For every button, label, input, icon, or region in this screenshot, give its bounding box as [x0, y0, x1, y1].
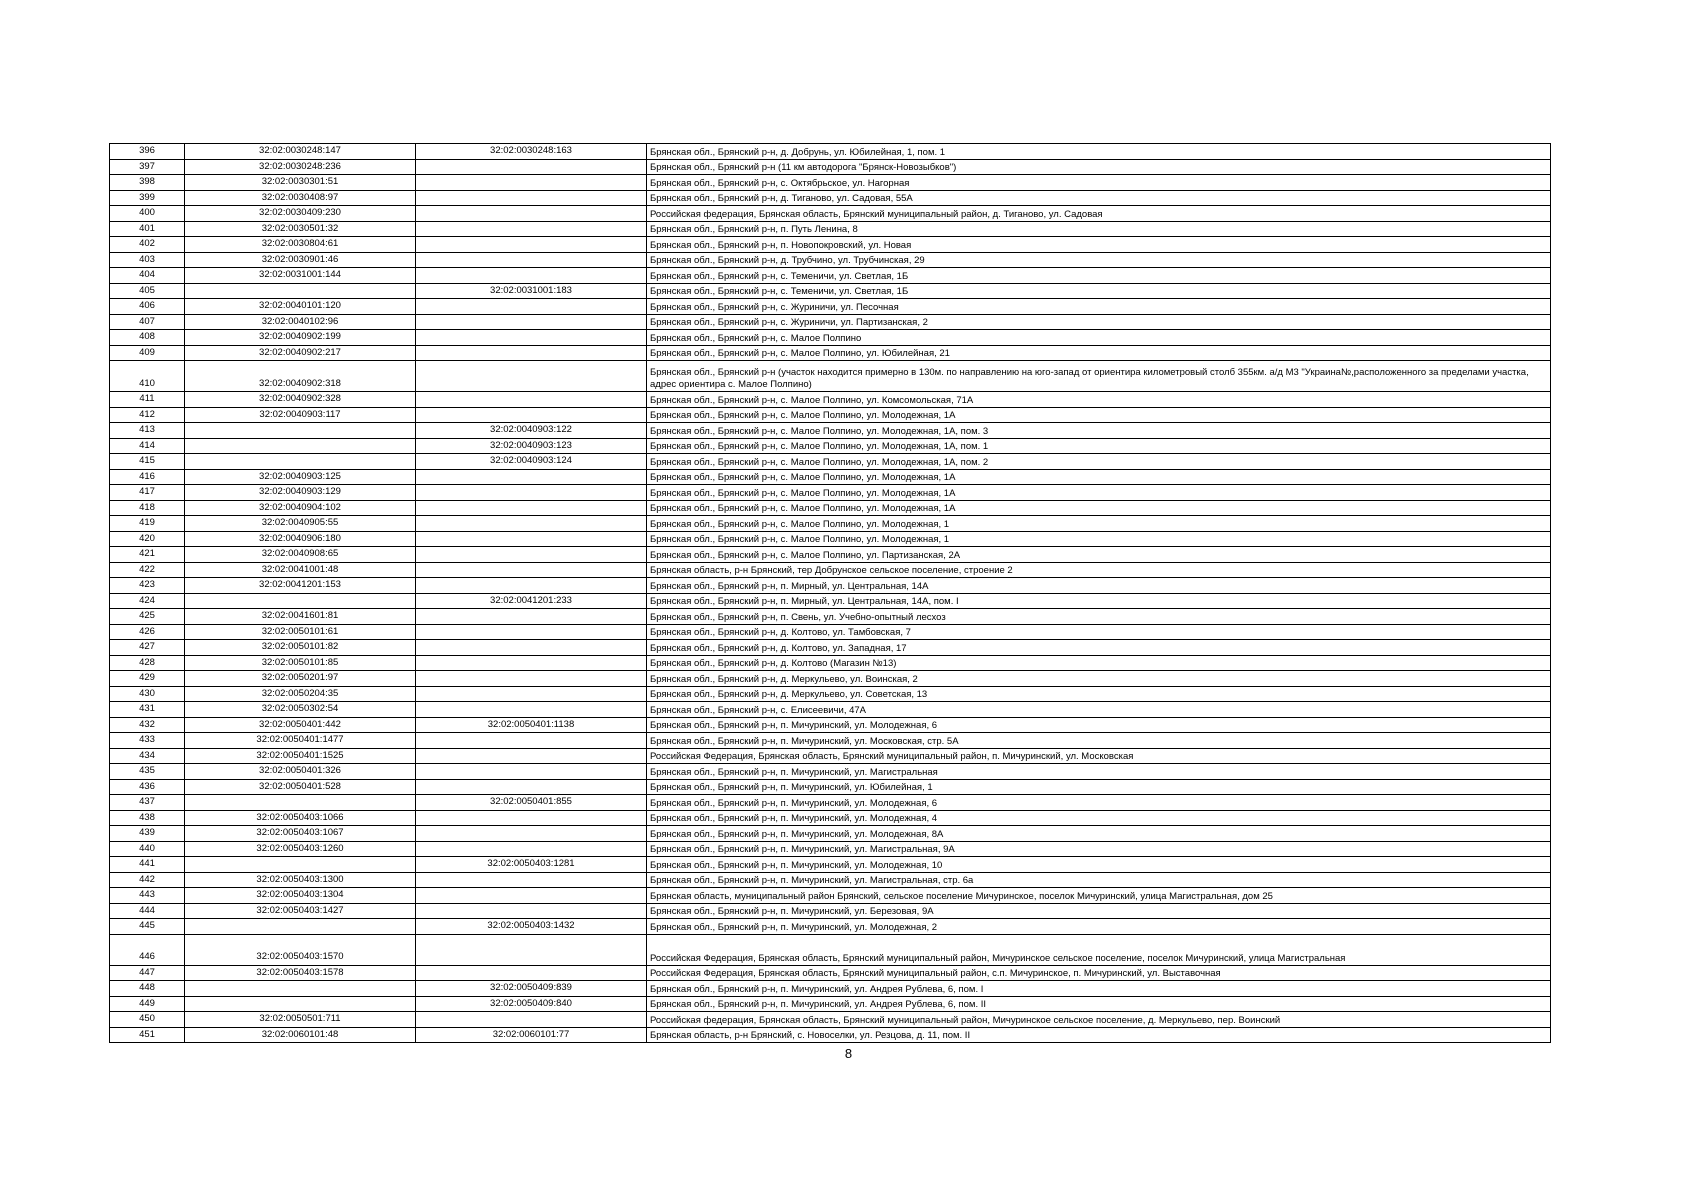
- land-cadastral-number-cell: 32:02:0040101:120: [185, 299, 416, 315]
- address-cell: Брянская обл., Брянский р-н, с. Малое Полпино, ул. Молодежная, 1А, пом. 3: [647, 423, 1551, 439]
- table-row: [110, 361, 1551, 392]
- row-number-cell: 423: [110, 578, 185, 594]
- row-number-cell: 408: [110, 330, 185, 346]
- table-row: [110, 593, 1551, 609]
- object-cadastral-number-cell: 32:02:0050403:1281: [416, 857, 647, 873]
- object-cadastral-number-cell: 32:02:0040903:124: [416, 454, 647, 470]
- object-cadastral-number-cell: [416, 841, 647, 857]
- land-cadastral-number-cell: 32:02:0050302:54: [185, 702, 416, 718]
- address-cell: Брянская обл., Брянский р-н, д. Тиганово, ул. Садовая, 55А: [647, 190, 1551, 206]
- address-cell: Брянская обл., Брянский р-н, д. Меркульево, ул. Воинская, 2: [647, 671, 1551, 687]
- row-number-cell: 412: [110, 407, 185, 423]
- address-cell: Брянская обл., Брянский р-н, с. Теменичи, ул. Светлая, 1Б: [647, 268, 1551, 284]
- address-cell: Брянская обл., Брянский р-н, п. Мичуринский, ул. Магистральная: [647, 764, 1551, 780]
- address-cell: Брянская обл., Брянский р-н, с. Малое Полпино, ул. Молодежная, 1А: [647, 485, 1551, 501]
- address-cell: Брянская обл., Брянский р-н, с. Малое Полпино, ул. Молодежная, 1А: [647, 500, 1551, 516]
- table-row: [110, 221, 1551, 237]
- object-cadastral-number-cell: [416, 702, 647, 718]
- land-cadastral-number-cell: 32:02:0030408:97: [185, 190, 416, 206]
- object-cadastral-number-cell: [416, 779, 647, 795]
- table-row: [110, 144, 1551, 160]
- address-cell: Брянская обл., Брянский р-н, п. Мичуринский, ул. Молодежная, 4: [647, 810, 1551, 826]
- row-number-cell: 400: [110, 206, 185, 222]
- row-number-cell: 404: [110, 268, 185, 284]
- address-cell: Брянская обл., Брянский р-н, д. Меркульево, ул. Советская, 13: [647, 686, 1551, 702]
- row-number-cell: 438: [110, 810, 185, 826]
- object-cadastral-number-cell: 32:02:0050403:1432: [416, 919, 647, 935]
- land-cadastral-number-cell: 32:02:0040902:217: [185, 345, 416, 361]
- address-cell: Брянская обл., Брянский р-н, п. Мичуринский, ул. Андрея Рублева, 6, пом. II: [647, 996, 1551, 1012]
- row-number-cell: 433: [110, 733, 185, 749]
- address-cell: Российская федерация, Брянская область, Брянский муниципальный район, Мичуринское сельское поселение, д. Меркульево, пер. Воинский: [647, 1012, 1551, 1028]
- object-cadastral-number-cell: [416, 516, 647, 532]
- table-row: [110, 578, 1551, 594]
- land-cadastral-number-cell: 32:02:0030248:147: [185, 144, 416, 160]
- object-cadastral-number-cell: [416, 159, 647, 175]
- row-number-cell: 405: [110, 283, 185, 299]
- table-row: [110, 764, 1551, 780]
- row-number-cell: 409: [110, 345, 185, 361]
- row-number-cell: 396: [110, 144, 185, 160]
- object-cadastral-number-cell: [416, 221, 647, 237]
- row-number-cell: 441: [110, 857, 185, 873]
- row-number-cell: 445: [110, 919, 185, 935]
- table-row: [110, 531, 1551, 547]
- land-cadastral-number-cell: 32:02:0050403:1067: [185, 826, 416, 842]
- land-cadastral-number-cell: 32:02:0050101:82: [185, 640, 416, 656]
- object-cadastral-number-cell: 32:02:0030248:163: [416, 144, 647, 160]
- land-cadastral-number-cell: 32:02:0040906:180: [185, 531, 416, 547]
- table-row: [110, 826, 1551, 842]
- address-cell: Брянская обл., Брянский р-н, п. Свень, ул. Учебно-опытный лесхоз: [647, 609, 1551, 625]
- address-cell: Брянская обл., Брянский р-н, п. Новопокровский, ул. Новая: [647, 237, 1551, 253]
- land-cadastral-number-cell: 32:02:0041001:48: [185, 562, 416, 578]
- address-cell: Брянская обл., Брянский р-н, д. Добрунь, ул. Юбилейная, 1, пом. 1: [647, 144, 1551, 160]
- land-cadastral-number-cell: [185, 996, 416, 1012]
- land-cadastral-number-cell: 32:02:0050401:326: [185, 764, 416, 780]
- address-cell: Российская Федерация, Брянская область, Брянский муниципальный район, с.п. Мичуринское, п. Мичуринский, ул. Выставочная: [647, 965, 1551, 981]
- address-cell: Брянская обл., Брянский р-н, п. Мичуринский, ул. Молодежная, 10: [647, 857, 1551, 873]
- table-row: [110, 407, 1551, 423]
- table-row: [110, 237, 1551, 253]
- address-cell: Брянская обл., Брянский р-н, п. Мичуринский, ул. Юбилейная, 1: [647, 779, 1551, 795]
- row-number-cell: 447: [110, 965, 185, 981]
- address-cell: Брянская область, р-н Брянский, тер Добрунское сельское поселение, строение 2: [647, 562, 1551, 578]
- land-cadastral-number-cell: 32:02:0041601:81: [185, 609, 416, 625]
- land-cadastral-number-cell: 32:02:0040903:117: [185, 407, 416, 423]
- address-cell: Брянская обл., Брянский р-н, с. Теменичи, ул. Светлая, 1Б: [647, 283, 1551, 299]
- land-cadastral-number-cell: 32:02:0050403:1578: [185, 965, 416, 981]
- table-row: [110, 934, 1551, 965]
- row-number-cell: 411: [110, 392, 185, 408]
- object-cadastral-number-cell: 32:02:0041201:233: [416, 593, 647, 609]
- land-cadastral-number-cell: [185, 795, 416, 811]
- land-cadastral-number-cell: 32:02:0040905:55: [185, 516, 416, 532]
- address-cell: Брянская обл., Брянский р-н, с. Октябрьское, ул. Нагорная: [647, 175, 1551, 191]
- table-row: [110, 903, 1551, 919]
- object-cadastral-number-cell: [416, 903, 647, 919]
- table-body: [110, 144, 1551, 1043]
- table-row: [110, 438, 1551, 454]
- table-row: [110, 624, 1551, 640]
- land-cadastral-number-cell: 32:02:0040903:125: [185, 469, 416, 485]
- object-cadastral-number-cell: [416, 872, 647, 888]
- object-cadastral-number-cell: 32:02:0060101:77: [416, 1027, 647, 1043]
- table-row: [110, 748, 1551, 764]
- address-cell: Брянская обл., Брянский р-н, п. Мичуринский, ул. Молодежная, 6: [647, 717, 1551, 733]
- object-cadastral-number-cell: [416, 640, 647, 656]
- land-cadastral-number-cell: 32:02:0040904:102: [185, 500, 416, 516]
- row-number-cell: 443: [110, 888, 185, 904]
- table-row: [110, 345, 1551, 361]
- row-number-cell: 402: [110, 237, 185, 253]
- object-cadastral-number-cell: [416, 655, 647, 671]
- object-cadastral-number-cell: [416, 407, 647, 423]
- table-row: [110, 516, 1551, 532]
- address-cell: Брянская область, муниципальный район Брянский, сельское поселение Мичуринское, поселок Мичуринский, улица Магистральная, дом 25: [647, 888, 1551, 904]
- row-number-cell: 403: [110, 252, 185, 268]
- object-cadastral-number-cell: [416, 361, 647, 392]
- table-row: [110, 190, 1551, 206]
- row-number-cell: 435: [110, 764, 185, 780]
- address-cell: Брянская обл., Брянский р-н, с. Малое Полпино, ул. Юбилейная, 21: [647, 345, 1551, 361]
- land-cadastral-number-cell: 32:02:0050201:97: [185, 671, 416, 687]
- row-number-cell: 429: [110, 671, 185, 687]
- table-row: [110, 810, 1551, 826]
- address-cell: Брянская обл., Брянский р-н, п. Мичуринский, ул. Молодежная, 8А: [647, 826, 1551, 842]
- object-cadastral-number-cell: [416, 237, 647, 253]
- row-number-cell: 413: [110, 423, 185, 439]
- table-row: [110, 702, 1551, 718]
- table-row: [110, 996, 1551, 1012]
- land-cadastral-number-cell: 32:02:0040902:199: [185, 330, 416, 346]
- land-cadastral-number-cell: 32:02:0050501:711: [185, 1012, 416, 1028]
- address-cell: Брянская область, р-н Брянский, с. Новоселки, ул. Резцова, д. 11, пом. II: [647, 1027, 1551, 1043]
- address-cell: Брянская обл., Брянский р-н, п. Мичуринский, ул. Московская, стр. 5А: [647, 733, 1551, 749]
- row-number-cell: 442: [110, 872, 185, 888]
- address-cell: Брянская обл., Брянский р-н, п. Мичуринский, ул. Молодежная, 6: [647, 795, 1551, 811]
- address-cell: Брянская обл., Брянский р-н, п. Мичуринский, ул. Магистральная, стр. 6а: [647, 872, 1551, 888]
- object-cadastral-number-cell: [416, 562, 647, 578]
- row-number-cell: 427: [110, 640, 185, 656]
- address-cell: Брянская обл., Брянский р-н, с. Малое Полпино, ул. Молодежная, 1: [647, 531, 1551, 547]
- address-cell: Брянская обл., Брянский р-н, с. Малое Полпино, ул. Молодежная, 1А, пом. 2: [647, 454, 1551, 470]
- land-cadastral-number-cell: [185, 857, 416, 873]
- table-row: [110, 175, 1551, 191]
- land-cadastral-number-cell: 32:02:0030804:61: [185, 237, 416, 253]
- object-cadastral-number-cell: [416, 252, 647, 268]
- object-cadastral-number-cell: 32:02:0040903:122: [416, 423, 647, 439]
- object-cadastral-number-cell: [416, 531, 647, 547]
- land-cadastral-number-cell: 32:02:0050401:1525: [185, 748, 416, 764]
- table-row: [110, 268, 1551, 284]
- page-number: 8: [844, 1046, 853, 1061]
- land-cadastral-number-cell: [185, 593, 416, 609]
- row-number-cell: 451: [110, 1027, 185, 1043]
- cadastral-table: [109, 143, 1551, 1043]
- row-number-cell: 431: [110, 702, 185, 718]
- address-cell: Брянская обл., Брянский р-н, с. Малое Полпино, ул. Молодежная, 1: [647, 516, 1551, 532]
- row-number-cell: 448: [110, 981, 185, 997]
- table-row: [110, 609, 1551, 625]
- table-row: [110, 655, 1551, 671]
- address-cell: Брянская обл., Брянский р-н, п. Мирный, ул. Центральная, 14А: [647, 578, 1551, 594]
- address-cell: Брянская обл., Брянский р-н, д. Колтово, ул. Тамбовская, 7: [647, 624, 1551, 640]
- row-number-cell: 436: [110, 779, 185, 795]
- row-number-cell: 428: [110, 655, 185, 671]
- land-cadastral-number-cell: 32:02:0030409:230: [185, 206, 416, 222]
- object-cadastral-number-cell: [416, 392, 647, 408]
- row-number-cell: 398: [110, 175, 185, 191]
- table-row: [110, 469, 1551, 485]
- land-cadastral-number-cell: 32:02:0060101:48: [185, 1027, 416, 1043]
- object-cadastral-number-cell: [416, 624, 647, 640]
- table-row: [110, 717, 1551, 733]
- object-cadastral-number-cell: [416, 299, 647, 315]
- object-cadastral-number-cell: [416, 190, 647, 206]
- object-cadastral-number-cell: [416, 1012, 647, 1028]
- row-number-cell: 434: [110, 748, 185, 764]
- address-cell: Брянская обл., Брянский р-н, п. Мичуринский, ул. Молодежная, 2: [647, 919, 1551, 935]
- land-cadastral-number-cell: 32:02:0050403:1300: [185, 872, 416, 888]
- address-cell: Брянская обл., Брянский р-н, с. Малое Полпино, ул. Молодежная, 1А, пом. 1: [647, 438, 1551, 454]
- table-row: [110, 454, 1551, 470]
- land-cadastral-number-cell: 32:02:0031001:144: [185, 268, 416, 284]
- table-row: [110, 857, 1551, 873]
- table-row: [110, 314, 1551, 330]
- land-cadastral-number-cell: 32:02:0050401:528: [185, 779, 416, 795]
- object-cadastral-number-cell: [416, 810, 647, 826]
- object-cadastral-number-cell: 32:02:0050409:840: [416, 996, 647, 1012]
- row-number-cell: 446: [110, 934, 185, 965]
- land-cadastral-number-cell: 32:02:0040102:96: [185, 314, 416, 330]
- land-cadastral-number-cell: 32:02:0030901:46: [185, 252, 416, 268]
- object-cadastral-number-cell: [416, 748, 647, 764]
- land-cadastral-number-cell: 32:02:0040908:65: [185, 547, 416, 563]
- table-row: [110, 206, 1551, 222]
- row-number-cell: 439: [110, 826, 185, 842]
- object-cadastral-number-cell: [416, 888, 647, 904]
- land-cadastral-number-cell: 32:02:0040902:328: [185, 392, 416, 408]
- object-cadastral-number-cell: 32:02:0050409:839: [416, 981, 647, 997]
- table-row: [110, 795, 1551, 811]
- address-cell: Брянская обл., Брянский р-н, с. Малое Полпино, ул. Молодежная, 1А: [647, 407, 1551, 423]
- object-cadastral-number-cell: [416, 314, 647, 330]
- object-cadastral-number-cell: [416, 609, 647, 625]
- row-number-cell: 420: [110, 531, 185, 547]
- address-cell: Брянская обл., Брянский р-н, с. Малое Полпино, ул. Партизанская, 2А: [647, 547, 1551, 563]
- land-cadastral-number-cell: 32:02:0050403:1304: [185, 888, 416, 904]
- table-row: [110, 686, 1551, 702]
- object-cadastral-number-cell: [416, 686, 647, 702]
- table-row: [110, 640, 1551, 656]
- address-cell: Брянская обл., Брянский р-н, п. Мичуринский, ул. Магистральная, 9А: [647, 841, 1551, 857]
- address-cell: Брянская обл., Брянский р-н, п. Мирный, ул. Центральная, 14А, пом. I: [647, 593, 1551, 609]
- row-number-cell: 410: [110, 361, 185, 392]
- row-number-cell: 424: [110, 593, 185, 609]
- address-cell: Брянская обл., Брянский р-н, п. Мичуринский, ул. Андрея Рублева, 6, пом. I: [647, 981, 1551, 997]
- address-cell: Российская Федерация, Брянская область, Брянский муниципальный район, Мичуринское сельское поселение, поселок Мичуринский, улица Магистральная: [647, 934, 1551, 965]
- object-cadastral-number-cell: [416, 764, 647, 780]
- row-number-cell: 401: [110, 221, 185, 237]
- row-number-cell: 414: [110, 438, 185, 454]
- row-number-cell: 449: [110, 996, 185, 1012]
- table-row: [110, 500, 1551, 516]
- land-cadastral-number-cell: 32:02:0050403:1066: [185, 810, 416, 826]
- row-number-cell: 422: [110, 562, 185, 578]
- row-number-cell: 444: [110, 903, 185, 919]
- row-number-cell: 440: [110, 841, 185, 857]
- table-row: [110, 1012, 1551, 1028]
- table-row: [110, 888, 1551, 904]
- address-cell: Брянская обл., Брянский р-н, д. Трубчино, ул. Трубчинская, 29: [647, 252, 1551, 268]
- address-cell: Брянская обл., Брянский р-н, с. Малое Полпино: [647, 330, 1551, 346]
- land-cadastral-number-cell: 32:02:0041201:153: [185, 578, 416, 594]
- object-cadastral-number-cell: [416, 330, 647, 346]
- object-cadastral-number-cell: 32:02:0031001:183: [416, 283, 647, 299]
- table-row: [110, 252, 1551, 268]
- table-row: [110, 841, 1551, 857]
- object-cadastral-number-cell: [416, 345, 647, 361]
- row-number-cell: 406: [110, 299, 185, 315]
- row-number-cell: 415: [110, 454, 185, 470]
- row-number-cell: 421: [110, 547, 185, 563]
- land-cadastral-number-cell: 32:02:0030248:236: [185, 159, 416, 175]
- address-cell: Брянская обл., Брянский р-н, с. Елисеевичи, 47А: [647, 702, 1551, 718]
- land-cadastral-number-cell: 32:02:0050401:442: [185, 717, 416, 733]
- row-number-cell: 430: [110, 686, 185, 702]
- object-cadastral-number-cell: [416, 268, 647, 284]
- row-number-cell: 432: [110, 717, 185, 733]
- table-row: [110, 779, 1551, 795]
- table-row: [110, 919, 1551, 935]
- table-row: [110, 671, 1551, 687]
- table-row: [110, 330, 1551, 346]
- address-cell: Брянская обл., Брянский р-н, п. Путь Ленина, 8: [647, 221, 1551, 237]
- row-number-cell: 425: [110, 609, 185, 625]
- address-cell: Российская Федерация, Брянская область, Брянский муниципальный район, п. Мичуринский, ул. Московская: [647, 748, 1551, 764]
- row-number-cell: 397: [110, 159, 185, 175]
- land-cadastral-number-cell: [185, 438, 416, 454]
- object-cadastral-number-cell: [416, 485, 647, 501]
- table-row: [110, 299, 1551, 315]
- row-number-cell: 437: [110, 795, 185, 811]
- address-cell: Брянская обл., Брянский р-н, д. Колтово (Магазин №13): [647, 655, 1551, 671]
- row-number-cell: 399: [110, 190, 185, 206]
- land-cadastral-number-cell: 32:02:0050403:1427: [185, 903, 416, 919]
- row-number-cell: 426: [110, 624, 185, 640]
- land-cadastral-number-cell: [185, 981, 416, 997]
- land-cadastral-number-cell: 32:02:0050401:1477: [185, 733, 416, 749]
- object-cadastral-number-cell: [416, 500, 647, 516]
- address-cell: Брянская обл., Брянский р-н (11 км автодорога "Брянск-Новозыбков"): [647, 159, 1551, 175]
- object-cadastral-number-cell: [416, 965, 647, 981]
- table-row: [110, 965, 1551, 981]
- address-cell: Брянская обл., Брянский р-н, с. Малое Полпино, ул. Молодежная, 1А: [647, 469, 1551, 485]
- land-cadastral-number-cell: 32:02:0050403:1570: [185, 934, 416, 965]
- address-cell: Брянская обл., Брянский р-н, п. Мичуринский, ул. Березовая, 9А: [647, 903, 1551, 919]
- table-row: [110, 562, 1551, 578]
- object-cadastral-number-cell: 32:02:0050401:1138: [416, 717, 647, 733]
- object-cadastral-number-cell: [416, 469, 647, 485]
- table-row: [110, 485, 1551, 501]
- land-cadastral-number-cell: 32:02:0050101:61: [185, 624, 416, 640]
- table-row: [110, 981, 1551, 997]
- land-cadastral-number-cell: 32:02:0050403:1260: [185, 841, 416, 857]
- object-cadastral-number-cell: [416, 934, 647, 965]
- table-row: [110, 283, 1551, 299]
- address-cell: Брянская обл., Брянский р-н, д. Колтово, ул. Западная, 17: [647, 640, 1551, 656]
- object-cadastral-number-cell: 32:02:0050401:855: [416, 795, 647, 811]
- table-row: [110, 392, 1551, 408]
- address-cell: Российская федерация, Брянская область, Брянский муниципальный район, д. Тиганово, ул. Садовая: [647, 206, 1551, 222]
- address-cell: Брянская обл., Брянский р-н, с. Журиничи, ул. Песочная: [647, 299, 1551, 315]
- land-cadastral-number-cell: [185, 454, 416, 470]
- land-cadastral-number-cell: [185, 283, 416, 299]
- row-number-cell: 450: [110, 1012, 185, 1028]
- land-cadastral-number-cell: 32:02:0030301:51: [185, 175, 416, 191]
- table-row: [110, 872, 1551, 888]
- object-cadastral-number-cell: [416, 206, 647, 222]
- row-number-cell: 407: [110, 314, 185, 330]
- table-row: [110, 547, 1551, 563]
- table-row: [110, 1027, 1551, 1043]
- land-cadastral-number-cell: 32:02:0040903:129: [185, 485, 416, 501]
- object-cadastral-number-cell: [416, 733, 647, 749]
- address-cell: Брянская обл., Брянский р-н (участок находится примерно в 130м. по направлению на юго-запад от ориентира километровый столб 355км. а/д М3 "Украина№,расположенного за пределами участка, адрес ориентира с. Малое Полпино): [647, 361, 1551, 392]
- table-row: [110, 733, 1551, 749]
- address-cell: Брянская обл., Брянский р-н, с. Журиничи, ул. Партизанская, 2: [647, 314, 1551, 330]
- address-cell: Брянская обл., Брянский р-н, с. Малое Полпино, ул. Комсомольская, 71А: [647, 392, 1551, 408]
- object-cadastral-number-cell: [416, 578, 647, 594]
- object-cadastral-number-cell: [416, 826, 647, 842]
- row-number-cell: 418: [110, 500, 185, 516]
- object-cadastral-number-cell: [416, 175, 647, 191]
- row-number-cell: 417: [110, 485, 185, 501]
- table-row: [110, 423, 1551, 439]
- land-cadastral-number-cell: 32:02:0050204:35: [185, 686, 416, 702]
- table-row: [110, 159, 1551, 175]
- row-number-cell: 419: [110, 516, 185, 532]
- land-cadastral-number-cell: 32:02:0050101:85: [185, 655, 416, 671]
- land-cadastral-number-cell: [185, 423, 416, 439]
- object-cadastral-number-cell: 32:02:0040903:123: [416, 438, 647, 454]
- object-cadastral-number-cell: [416, 547, 647, 563]
- land-cadastral-number-cell: 32:02:0040902:318: [185, 361, 416, 392]
- land-cadastral-number-cell: [185, 919, 416, 935]
- row-number-cell: 416: [110, 469, 185, 485]
- object-cadastral-number-cell: [416, 671, 647, 687]
- land-cadastral-number-cell: 32:02:0030501:32: [185, 221, 416, 237]
